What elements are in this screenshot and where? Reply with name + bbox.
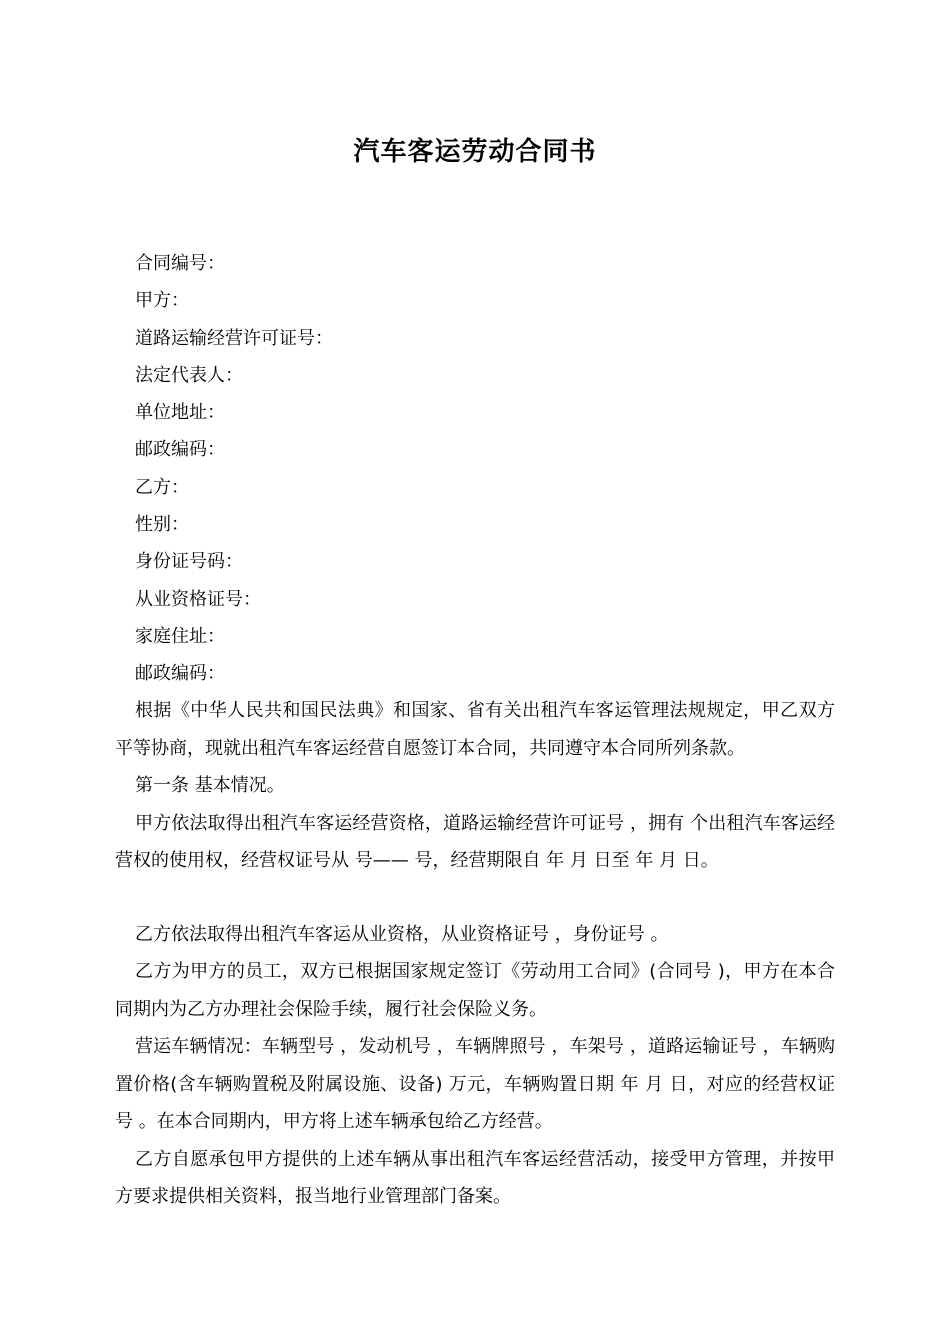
document-title: 汽车客运劳动合同书 — [353, 137, 597, 167]
contract-body — [115, 692, 835, 1216]
field-party-b: 乙方： — [135, 476, 189, 498]
field-id-number: 身份证号码： — [135, 551, 243, 573]
paragraph-party-a-qualification: 甲方依法取得出租汽车客运经营资格，道路运输经营许可证号 ，拥有 个出租汽车客运经营权的使用权，经营权证号从 号—— 号，经营期限自 年 月 日至 年 月 日。 — [115, 812, 835, 871]
field-home-address: 家庭住址： — [135, 625, 225, 647]
paragraph-vehicle-info: 营运车辆情况：车辆型号 ，发动机号 ，车辆牌照号 ，车架号 ，道路运输证号 ，车辆购置价格(含车辆购置税及附属设施、设备) 万元，车辆购置日期 年 月 日，对应的经营权证号 。在本合同期内，甲方将上述车辆承包给乙方经营。 — [115, 1036, 835, 1132]
field-contract-number: 合同编号： — [135, 253, 225, 274]
paragraph-employment: 乙方为甲方的员工，双方已根据国家规定签订《劳动用工合同》(合同号 )，甲方在本合同期内为乙方办理社会保险手续，履行社会保险义务。 — [115, 961, 835, 1020]
paragraph-article-1-heading: 第一条 基本情况。 — [135, 775, 285, 796]
paragraph-preamble: 根据《中华人民共和国民法典》和国家、省有关出租汽车客运管理法规规定，甲乙双方平等协商，现就出租汽车客运经营自愿签订本合同，共同遵守本合同所列条款。 — [115, 700, 835, 759]
field-legal-representative: 法定代表人： — [135, 364, 243, 386]
contract-fields — [135, 245, 855, 693]
paragraph-party-b-qualification: 乙方依法取得出租汽车客运从业资格，从业资格证号 ，身份证号 。 — [135, 923, 669, 945]
field-gender: 性别： — [135, 514, 189, 536]
paragraph-gap — [115, 880, 835, 916]
field-qualification-number: 从业资格证号： — [135, 588, 261, 610]
paragraph-contracting: 乙方自愿承包甲方提供的上述车辆从事出租汽车客运经营活动，接受甲方管理，并按甲方要求提供相关资料，报当地行业管理部门备案。 — [115, 1148, 835, 1207]
field-party-a: 甲方： — [135, 290, 189, 312]
field-transport-license: 道路运输经营许可证号： — [135, 327, 333, 349]
field-postal-code-b: 邮政编码： — [135, 663, 225, 685]
field-postal-code-a: 邮政编码： — [135, 439, 225, 461]
field-company-address: 单位地址： — [135, 402, 225, 424]
